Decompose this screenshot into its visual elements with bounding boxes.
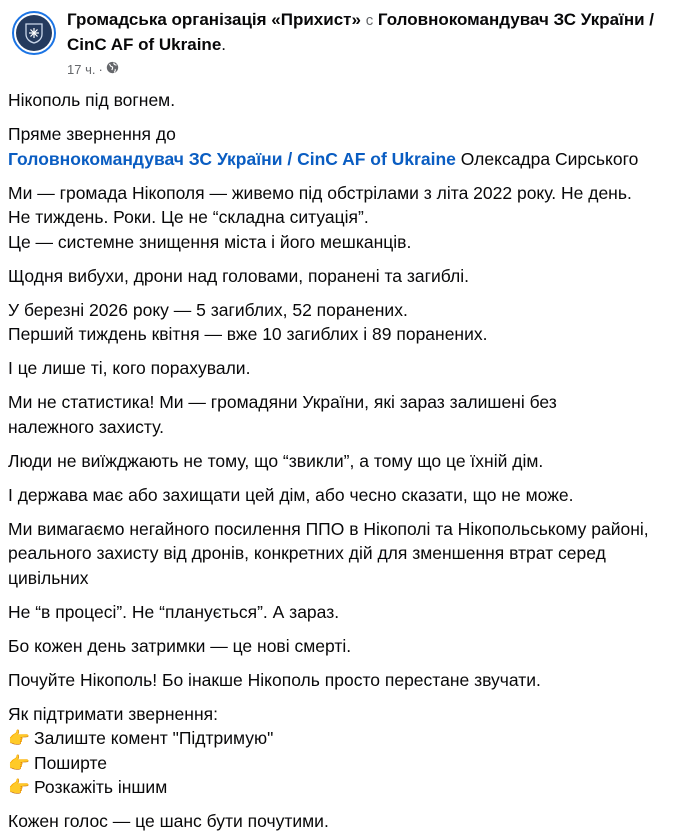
list-item: Залиште комент "Підтримую" <box>34 728 274 748</box>
paragraph <box>8 298 681 347</box>
pointing-hand-icon: 👉 <box>8 752 30 773</box>
paragraph <box>8 122 681 171</box>
support-list <box>8 702 681 800</box>
text: Не тиждень. Роки. Це не “складна ситуація”. <box>8 207 369 227</box>
pointing-hand-icon: 👉 <box>8 777 30 797</box>
text: Перший тиждень квітня — вже 10 загиблих і 89 поранених. <box>8 324 488 344</box>
text: У березні 2026 року — 5 загиблих, 52 поранених. <box>8 299 408 320</box>
text: Ми — громада Нікополя — живемо під обстрілами з літа 2022 року. Не день. <box>8 182 632 203</box>
post-header <box>0 0 689 88</box>
author-avatar[interactable] <box>12 11 56 55</box>
list-item: Розкажіть іншим <box>34 777 168 797</box>
text: Пряме звернення до <box>8 124 176 144</box>
paragraph: Не “в процесі”. Не “планується”. А зараз. <box>8 601 340 622</box>
paragraph: Ми не статистика! Ми — громадяни України, які зараз залишені без належного захисту. <box>8 392 557 437</box>
post-meta <box>67 61 119 77</box>
paragraph: Ми вимагаємо негайного посилення ППО в Нікополі та Нікопольському районі, реального захисту від дронів, конкретних дій для зменшення втрат серед цивільних <box>8 518 649 588</box>
globe-icon[interactable] <box>106 61 119 77</box>
paragraph: І держава має або захищати цей дім, або чесно сказати, що не може. <box>8 484 574 505</box>
tagged-link[interactable]: Головнокомандувач ЗС України / CinC AF of Ukraine <box>8 148 456 169</box>
post-time[interactable]: 17 ч. <box>67 61 96 77</box>
post-body <box>0 88 689 834</box>
separator: · <box>98 61 103 77</box>
paragraph: Люди не виїжджають не тому, що “звикли”, а тому що це їхній дім. <box>8 450 544 471</box>
tagged-page[interactable]: Головнокомандувач ЗС України / CinC AF of Ukraine <box>67 10 655 54</box>
post-author-line <box>67 8 682 57</box>
with-label: с <box>365 12 374 29</box>
list-title: Як підтримати звернення: <box>8 703 218 724</box>
period: . <box>221 35 227 54</box>
text: Олексадра Сирського <box>455 148 639 169</box>
paragraph: І це лише ті, кого порахували. <box>8 358 251 378</box>
paragraph: Щодня вибухи, дрони над головами, поранені та загиблі. <box>8 265 469 286</box>
paragraph: Кожен голос — це шанс бути почутими. <box>8 811 329 831</box>
paragraph: Почуйте Нікополь! Бо інакше Нікополь просто перестане звучати. <box>8 669 541 690</box>
text: Це — системне знищення міста і його мешканців. <box>8 231 412 252</box>
paragraph <box>8 181 681 255</box>
paragraph: Бо кожен день затримки — це нові смерті. <box>8 635 352 656</box>
pointing-hand-icon: 👉 <box>8 728 30 748</box>
paragraph: Нікополь під вогнем. <box>8 90 176 110</box>
author-name[interactable]: Громадська організація «Прихист» <box>67 10 361 29</box>
shield-logo-icon <box>16 15 52 51</box>
list-item: Поширте <box>34 752 108 773</box>
